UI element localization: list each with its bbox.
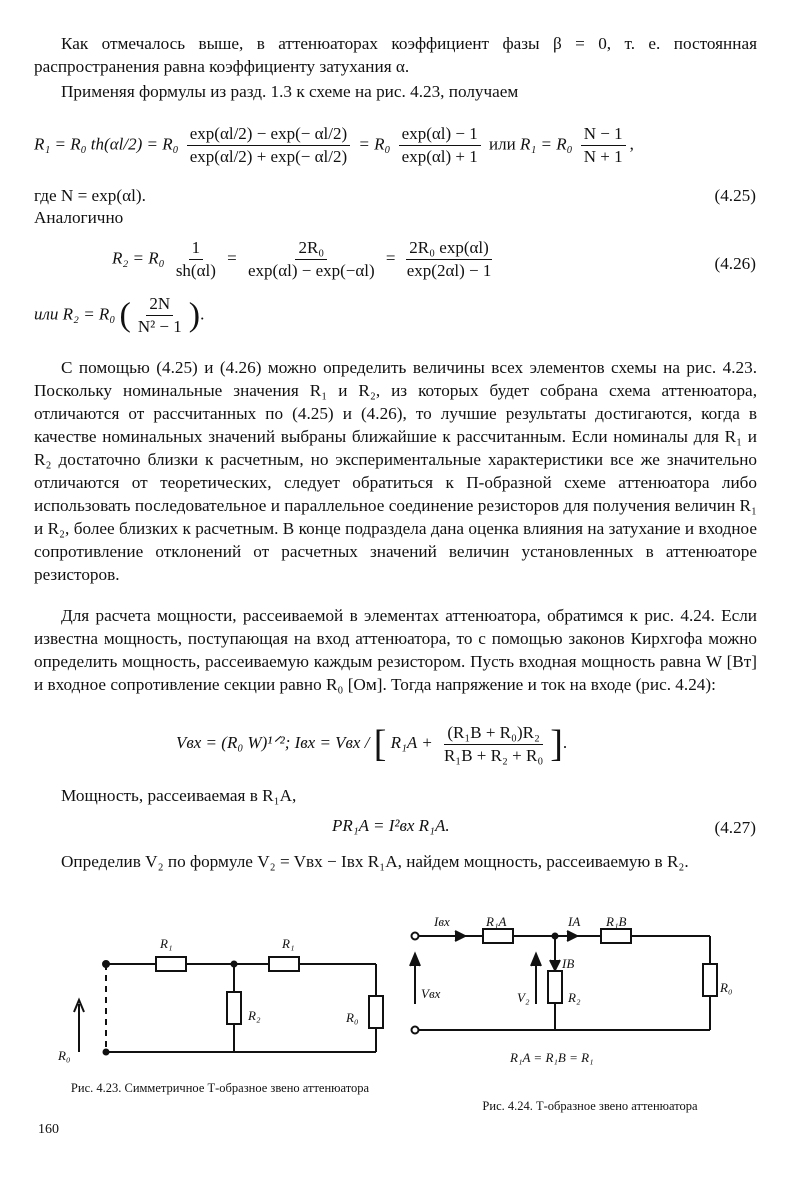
- fig423-label-r2: R₂: [248, 1008, 261, 1023]
- paragraph-3: С помощью (4.25) и (4.26) можно определить величины всех элементов схемы на рис. 4.23. Поскольку номинальные значения R₁ и R₂, из которых будет собрана схема аттенюатора, отличаются от рассчитанных по (4.25) и (4.26), то лучшие результаты достигаются, когда в качестве номинальных значений выбраны ближайшие к рассчитанным. Если номиналы для R₁ и R₂ достаточно близки к расчетным, но экспериментальные характеристики все же значительно отличаются от теоретических, следует обратиться к П-образной схеме аттенюатора либо использовать последовательное и параллельное соединение резисторов для получения величин R₁ и R₂, более близких к расчетным. В конце подраздела дана оценка влияния на затухание и входное сопротивление отклонений от расчетных значений величин установленных в аттенюаторе резисторов.: [34, 358, 757, 584]
- equation-4-27: [332, 816, 450, 836]
- eq1-frac2-den: exp(αl) + 1: [401, 147, 478, 166]
- fig423-label-r1-right: R₁: [282, 936, 295, 951]
- eq3-frac-den: N² − 1: [137, 317, 182, 336]
- paragraph-5: Мощность, рассеиваемая в R₁A,: [61, 786, 297, 805]
- eq5-text: PR₁A = I²вх R₁A.: [332, 816, 450, 835]
- paragraph-4: Для расчета мощности, рассеиваемой в элементах аттенюатора, обратимся к рис. 4.24. Если известна мощность, поступающая на вход аттенюатора, то с помощью законов Кирхгофа можно определить мощность, рассеиваемую каждым резистором. Пусть входная мощность равна W [Вт] и входное сопротивление секции равно R₀ [Ом]. Тогда напряжение и ток на входе (рис. 4.24):: [34, 606, 757, 694]
- eq1-frac3-num: N − 1: [581, 124, 626, 146]
- eq3-tail: .: [200, 304, 205, 324]
- eq3-frac-num: 2N: [146, 294, 173, 316]
- fig424-r0: [703, 964, 717, 996]
- eq2-frac2-den: exp(αl) − exp(−αl): [247, 261, 375, 280]
- eq2-lhs: R₂ = R₀: [112, 248, 165, 268]
- fig424-label-r1a: R₁A: [486, 914, 507, 929]
- fig424-label-equality: R₁A = R₁B = R₁: [510, 1050, 594, 1065]
- fig423-r1-right: [269, 957, 299, 971]
- eq2-frac2-num: 2R₀: [295, 238, 327, 260]
- eq1-frac2-num: exp(αl) − 1: [399, 124, 481, 146]
- fig423-r2: [227, 992, 241, 1024]
- eq2-frac3-num: 2R₀ exp(αl): [406, 238, 492, 260]
- figure-4-24-circuit: [405, 926, 745, 1036]
- fig424-r2: [548, 971, 562, 1003]
- fig423-label-r0-load: R₀: [346, 1010, 359, 1025]
- fig424-label-iin: Iвх: [434, 914, 450, 929]
- eq1-tail: ,: [629, 134, 634, 154]
- page-number: 160: [38, 1122, 59, 1137]
- eq1-frac1-den: exp(αl/2) + exp(− αl/2): [189, 147, 348, 166]
- fig424-terminal-tl: [412, 933, 419, 940]
- equation-4-26: [112, 238, 498, 281]
- eq1-mid: = R₀: [358, 134, 391, 154]
- paragraph-1: Как отмечалось выше, в аттенюаторах коэффициент фазы β = 0, т. е. постоянная распространения равна коэффициенту затухания α.: [34, 34, 757, 76]
- equation-r2-alt: или R₂ = R₀ ( $\frac{2N}{\text{N² − 1}}$ ).: [34, 294, 205, 336]
- eq4-lhs: Vвх = (R₀ W)¹ᐟ²; Iвх = Vвх /: [176, 732, 370, 752]
- fig424-label-ib: IB: [562, 956, 575, 971]
- equation-vin-iin: Vвх = (R₀ W)¹ᐟ²; Iвх = Vвх / [ R₁A + $\frac{\text{(R₁B + R₀)R₂}}{\text{R₁B + R₂ + R₀}}$ ].: [176, 722, 568, 765]
- fig424-label-vin: Vвх: [421, 986, 441, 1001]
- eq-num-4-25: (4.25): [714, 186, 756, 205]
- eq4-frac-num: (R₁B + R₀)R₂: [444, 723, 543, 745]
- where-line: где N = exp(αl).: [34, 186, 146, 205]
- fig423-label-r0-input: R₀: [58, 1048, 71, 1063]
- eq2-frac1-num: 1: [189, 238, 204, 260]
- eq-num-4-27: (4.27): [714, 818, 756, 837]
- eq1-or: или: [489, 134, 516, 154]
- eq3-lhs: или R₂ = R₀: [34, 304, 116, 324]
- eq2-frac3-den: exp(2αl) − 1: [406, 261, 492, 280]
- eq1-lhs: R₁ = R₀ th(αl/2) = R₀: [34, 134, 179, 154]
- fig424-label-r0: R₀: [720, 980, 733, 995]
- fig423-r1-left: [156, 957, 186, 971]
- eq1-frac3-den: N + 1: [583, 147, 623, 166]
- paragraph-2: Применяя формулы из разд. 1.3 к схеме на рис. 4.23, получаем: [61, 82, 519, 101]
- fig424-label-ia: IA: [568, 914, 581, 929]
- eq2-frac1-den: sh(αl): [175, 261, 216, 280]
- figure-4-23-circuit: [44, 934, 384, 1064]
- eq1-frac1-num: exp(αl/2) − exp(− αl/2): [187, 124, 350, 146]
- analog-label: Аналогично: [34, 208, 124, 227]
- fig424-caption: Рис. 4.24. Т-образное звено аттенюатора: [482, 1099, 698, 1113]
- eq4-frac-den: R₁B + R₂ + R₀: [443, 745, 544, 765]
- fig424-label-r1b: R₁B: [606, 914, 627, 929]
- fig424-label-v2: V₂: [517, 990, 530, 1005]
- eq4-tail: .: [562, 732, 568, 752]
- eq1-rhs: R₁ = R₀: [519, 134, 573, 154]
- paragraph-6: Определив V₂ по формуле V₂ = Vвх − Iвх R₁A, найдем мощность, рассеиваемую в R₂.: [61, 852, 689, 871]
- fig423-caption: Рис. 4.23. Симметричное Т-образное звено аттенюатора: [70, 1081, 370, 1095]
- eq4-r1a: R₁A +: [390, 732, 433, 752]
- eq2-eq2: =: [385, 248, 396, 268]
- equation-4-25: [34, 124, 634, 167]
- fig424-label-r2: R₂: [568, 990, 581, 1005]
- fig423-r0-load: [369, 996, 383, 1028]
- eq2-eq: =: [227, 248, 237, 268]
- fig424-terminal-bl: [412, 1027, 419, 1034]
- fig423-label-r1-left: R₁: [160, 936, 173, 951]
- eq-num-4-26: (4.26): [714, 254, 756, 273]
